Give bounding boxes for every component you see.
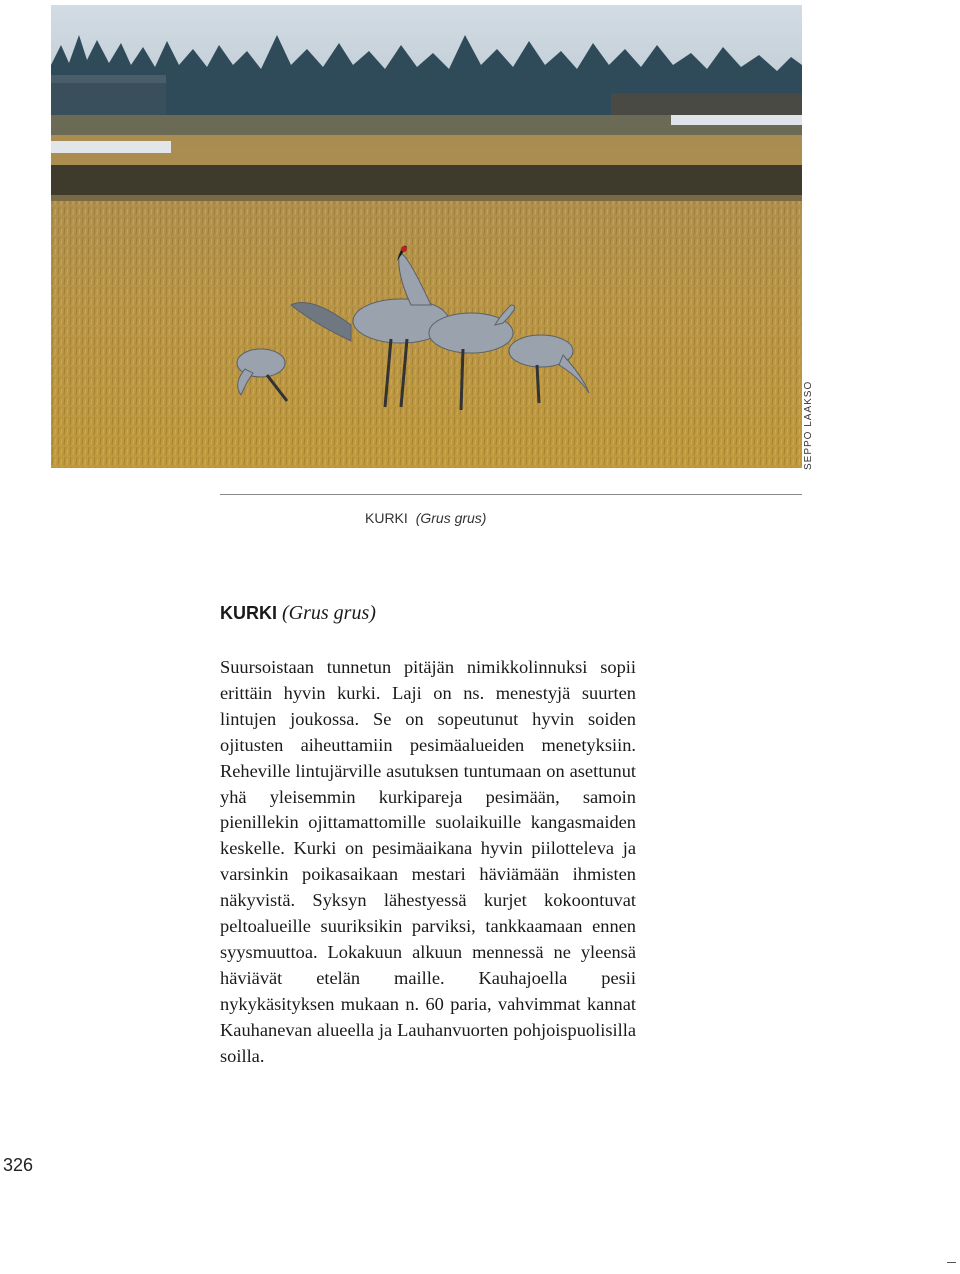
article-title-name: KURKI <box>220 603 277 623</box>
article-title-scientific: (Grus grus) <box>282 602 376 624</box>
caption-name: KURKI <box>365 510 408 526</box>
crane-photo <box>51 5 802 468</box>
article-title <box>220 602 376 625</box>
page-number: 326 <box>3 1155 34 1175</box>
article-body <box>220 655 636 1070</box>
crop-mark <box>947 1262 956 1263</box>
photo-credit: SEPPO LAAKSO <box>803 380 814 470</box>
caption-scientific-name: (Grus grus) <box>415 510 487 526</box>
photo-caption <box>365 510 486 526</box>
article-paragraph: Suursoistaan tunnetun pitäjän nimikkolinnuksi sopii erittäin hyvin kurki. Laji on ns. menestyjä suurten lintujen joukossa. Se on sopeutunut hyvin soiden ojitusten aiheuttamiin pesimäalueiden menetyksiin. Reheville lintujärville asutuksen tuntumaan on asettunut yhä yleisemmin kurkipareja pesimään, samoin pienillekin ojittamattomille suolaikuille kangasmaiden keskelle. Kurki on pesimäaikana hyvin piilotteleva ja varsinkin poikasaikaan mestari häviämään ihmisten näkyvistä. Syksyn lähestyessä kurjet kokoontuvat peltoalueille suuriksikin parviksi, tankkaamaan ennen syysmuuttoa. Lokakuun alkuun mennessä ne yleensä häviävät etelän maille. Kauhajoella pesii nykykäsityksen mukaan n. 60 paria, vahvimmat kannat Kauhanevan alueella ja Lauhanvuorten pohjoispuolisilla soilla. <box>220 657 636 1066</box>
crane-photo-illustration <box>51 5 802 468</box>
caption-divider <box>220 494 802 495</box>
